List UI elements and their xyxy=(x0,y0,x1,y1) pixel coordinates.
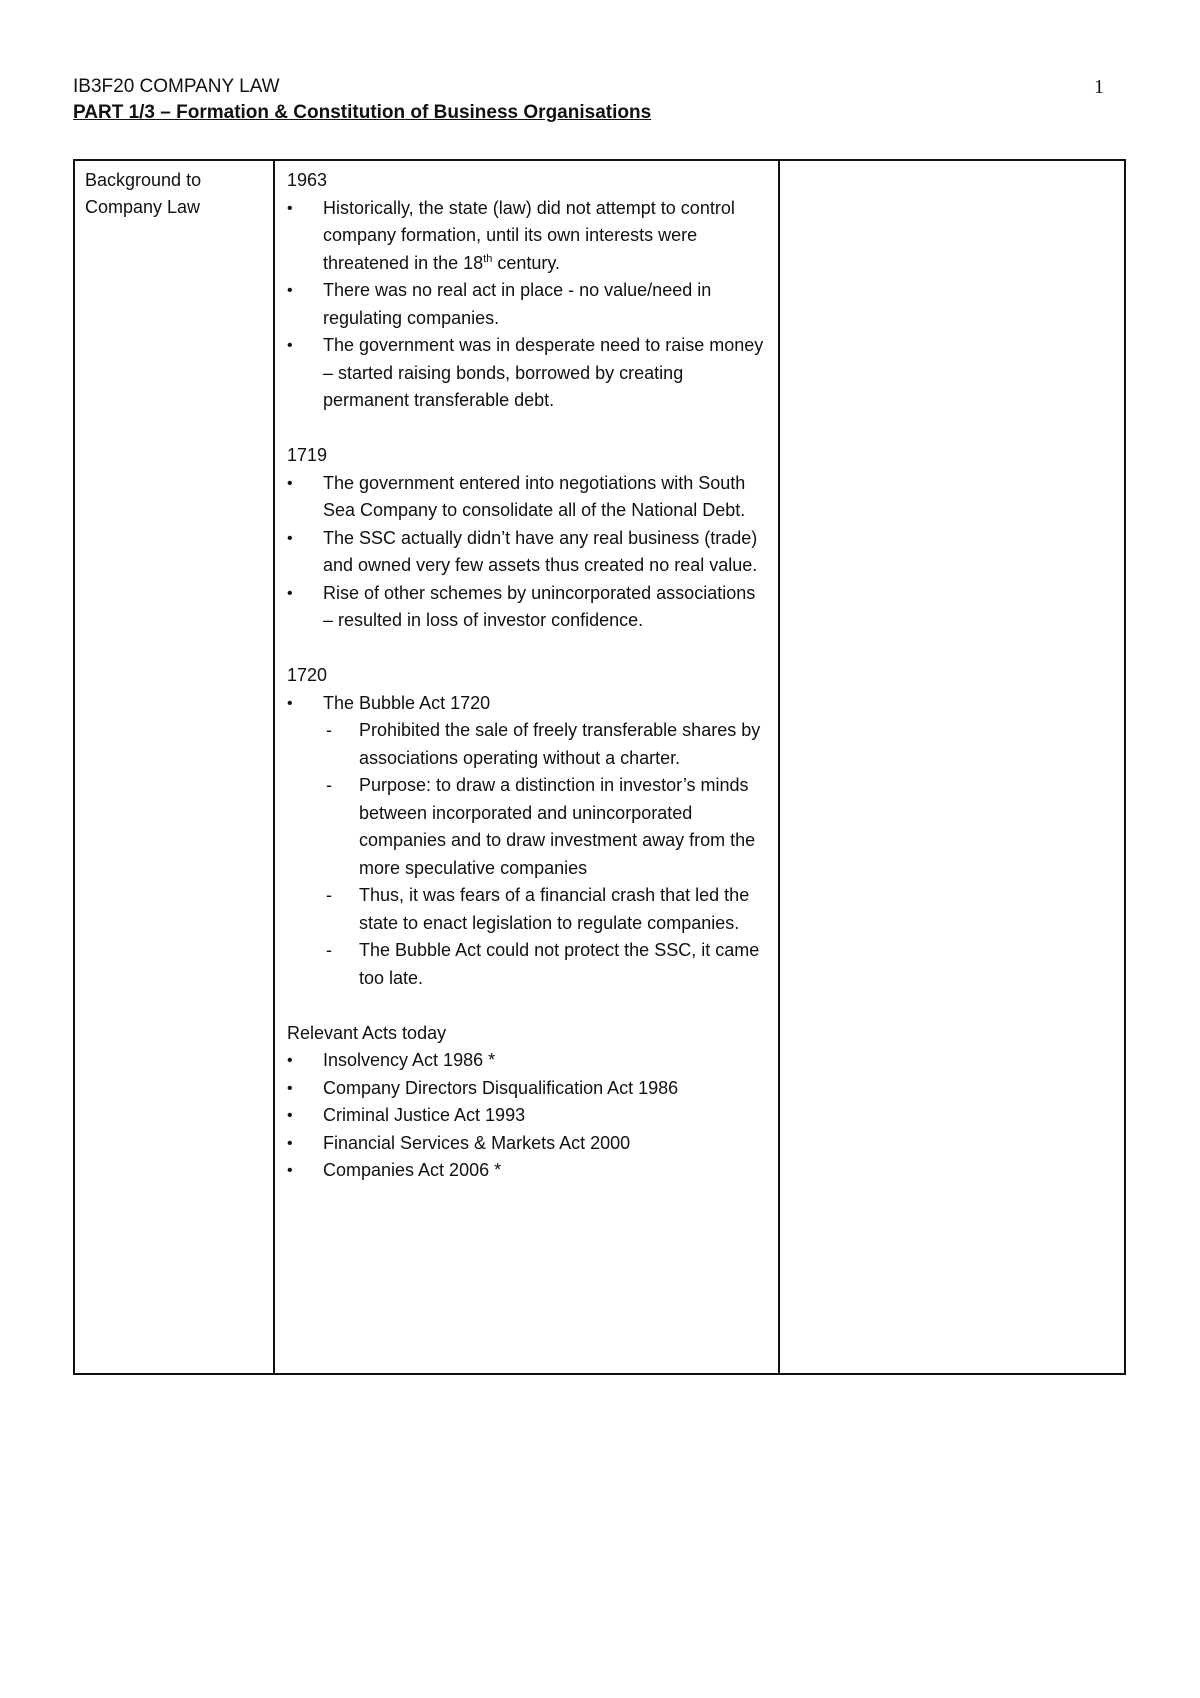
bullet-icon: • xyxy=(287,1107,293,1124)
bullet-icon: • xyxy=(287,282,293,299)
bullet-icon: • xyxy=(287,584,293,602)
list-item xyxy=(287,1102,768,1130)
sub-item-text: Purpose: to draw a distinction in investor’s minds between incorporated and unincorporated companies and to draw investment away from the more speculative companies xyxy=(359,775,756,878)
section-1719 xyxy=(287,442,768,635)
bullet-icon: • xyxy=(287,1134,293,1152)
section-heading: 1720 xyxy=(287,665,328,685)
bullet-text: Companies Act 2006 * xyxy=(323,1160,502,1180)
bullet-icon: • xyxy=(287,1052,293,1069)
bullet-list xyxy=(287,195,768,415)
bullet-icon: • xyxy=(287,694,293,712)
dash-icon: - xyxy=(326,885,332,905)
empty-column xyxy=(780,161,1124,1373)
list-item xyxy=(287,332,768,415)
ordinal-suffix: th xyxy=(483,252,493,265)
sub-list xyxy=(323,717,768,992)
bullet-text: The government was in desperate need to raise money – started raising bonds, borrowed by creating permanent transferable debt. xyxy=(323,335,764,410)
bullet-text: Financial Services & Markets Act 2000 xyxy=(323,1132,631,1153)
bullet-text: Insolvency Act 1986 * xyxy=(323,1050,496,1070)
bullet-list xyxy=(287,1047,768,1185)
bullet-text: The Bubble Act 1720 xyxy=(323,692,491,713)
sub-list-item xyxy=(323,882,768,937)
bullet-list xyxy=(287,470,768,635)
list-item xyxy=(287,1130,768,1158)
bullet-text: There was no real act in place - no value/need in regulating companies. xyxy=(323,280,712,328)
bullet-text: Rise of other schemes by unincorporated associations – resulted in loss of investor confidence. xyxy=(323,582,756,630)
sub-list-item xyxy=(323,937,768,992)
sub-list-item xyxy=(323,717,768,772)
section-relevant-acts xyxy=(287,1020,768,1185)
bullet-text-tail: century. xyxy=(492,252,561,273)
bullet-text: Criminal Justice Act 1993 xyxy=(323,1105,526,1125)
list-item xyxy=(287,580,768,635)
section-1963 xyxy=(287,167,768,415)
list-item xyxy=(287,470,768,525)
list-item xyxy=(287,1047,768,1075)
bullet-list xyxy=(287,690,768,993)
section-1720 xyxy=(287,662,768,992)
dash-icon: - xyxy=(326,940,332,960)
section-heading: 1963 xyxy=(287,170,328,190)
document-header xyxy=(73,74,651,126)
list-item xyxy=(287,525,768,580)
bullet-icon: • xyxy=(287,1162,293,1179)
list-item xyxy=(287,1075,768,1103)
bullet-text: Company Directors Disqualification Act 1986 xyxy=(323,1077,679,1098)
list-item xyxy=(287,690,768,993)
notes-table xyxy=(73,159,1126,1375)
list-item xyxy=(287,1157,768,1185)
dash-icon: - xyxy=(326,775,332,795)
section-heading: Relevant Acts today xyxy=(287,1022,447,1043)
bullet-text: The SSC actually didn’t have any real business (trade) and owned very few assets thus created no real value. xyxy=(323,527,758,575)
topic-column xyxy=(75,161,275,1373)
bullet-icon: • xyxy=(287,474,293,492)
notes-column xyxy=(275,161,780,1373)
bullet-text: The government entered into negotiations with South Sea Company to consolidate all of the National Debt. xyxy=(323,472,746,520)
bullet-icon: • xyxy=(287,337,293,354)
list-item xyxy=(287,277,768,332)
section-heading: 1719 xyxy=(287,445,328,465)
sub-item-text: Thus, it was fears of a financial crash that led the state to enact legislation to regulate companies. xyxy=(359,885,750,933)
document-code: IB3F20 COMPANY LAW xyxy=(73,76,280,97)
topic-label: Background to Company Law xyxy=(85,170,202,217)
list-item xyxy=(287,195,768,278)
bullet-icon: • xyxy=(287,1079,293,1097)
sub-item-text: Prohibited the sale of freely transferable shares by associations operating without a charter. xyxy=(359,720,761,768)
sub-item-text: The Bubble Act could not protect the SSC, it came too late. xyxy=(359,940,760,988)
bullet-text: Historically, the state (law) did not attempt to control company formation, until its own interests were threatened in the 18 xyxy=(323,197,735,273)
bullet-icon: • xyxy=(287,529,293,547)
bullet-icon: • xyxy=(287,199,293,217)
dash-icon: - xyxy=(326,720,332,740)
page-number: 1 xyxy=(1094,76,1104,98)
sub-list-item xyxy=(323,772,768,882)
part-title: PART 1/3 – Formation & Constitution of Business Organisations xyxy=(73,102,652,123)
